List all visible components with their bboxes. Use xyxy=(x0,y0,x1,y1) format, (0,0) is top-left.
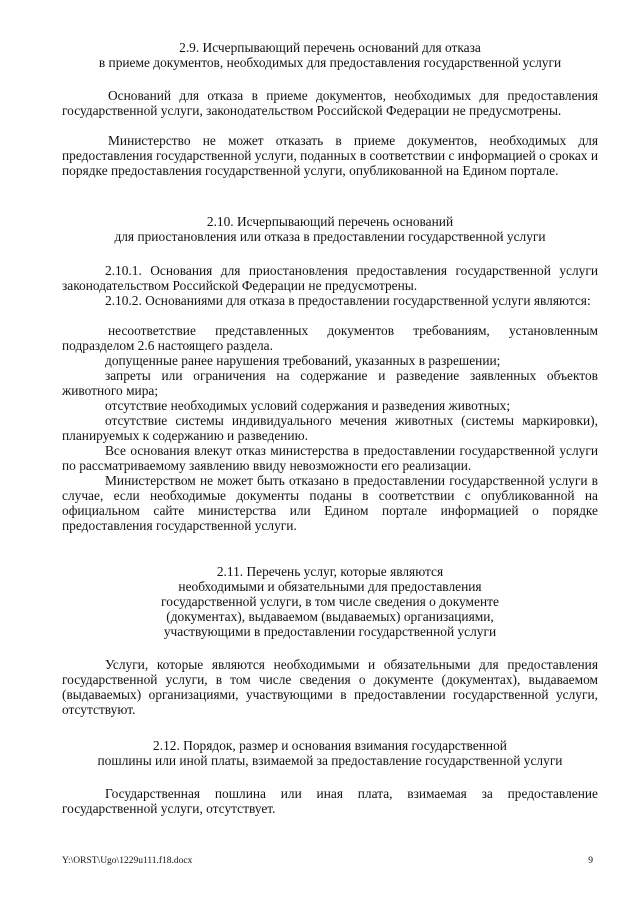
section-2-11-title xyxy=(62,564,598,639)
paragraph: запреты или ограничения на содержание и разведение заявленных объектов животного мира; xyxy=(62,368,598,398)
paragraph: Услуги, которые являются необходимыми и обязательными для предоставления государственной услуги, в том числе сведения о документе (документах), выдаваемом (выдаваемых) организациями, участвующими в предоставлении государственной услуги, отсутствуют. xyxy=(62,657,598,717)
section-2-12-title xyxy=(62,738,598,768)
section-title-line: 2.11. Перечень услуг, которые являются xyxy=(216,564,444,579)
paragraph: несоответствие представленных документов требованиям, установленным подразделом 2.6 настоящего раздела. xyxy=(62,323,598,353)
section-title-line: участвующими в предоставлении государственной услуги xyxy=(163,624,497,639)
paragraph: Государственная пошлина или иная плата, взимаемая за предоставление государственной услуги, отсутствует. xyxy=(62,786,598,816)
page-number: 9 xyxy=(588,856,593,866)
paragraph: Министерством не может быть отказано в предоставлении государственной услуги в случае, если необходимые документы поданы в соответствии с опубликованной на официальном сайте министерства или Едином портале информацией о порядке предоставления государственной услуги. xyxy=(62,473,598,533)
section-title-line: (документах), выдаваемом (выдаваемых) организациями, xyxy=(166,609,494,624)
paragraph: Все основания влекут отказ министерства в предоставлении государственной услуги по рассматриваемому заявлению ввиду невозможности его реализации. xyxy=(62,443,598,473)
paragraph: 2.10.1. Основания для приостановления предоставления государственной услуги законодательством Российской Федерации не предусмотрены. xyxy=(62,263,598,293)
section-title-line: государственной услуги, в том числе сведения о документе xyxy=(161,594,499,609)
section-2-9-title xyxy=(62,40,598,70)
paragraph: Оснований для отказа в приеме документов, необходимых для предоставления государственной услуги, законодательством Российской Федерации не предусмотрены. xyxy=(62,88,598,118)
paragraph: отсутствие необходимых условий содержания и разведения животных; xyxy=(105,398,511,413)
paragraph: Министерство не может отказать в приеме документов, необходимых для предоставления государственной услуги, поданных в соответствии с информацией о сроках и порядке предоставления государственной услуги, опубликованной на Едином портале. xyxy=(62,133,598,178)
paragraph: отсутствие системы индивидуального мечения животных (системы маркировки), планируемых к содержанию и разведению. xyxy=(62,413,598,443)
section-title-line: необходимыми и обязательными для предоставления xyxy=(178,579,482,594)
paragraph: 2.10.2. Основаниями для отказа в предоставлении государственной услуги являются: xyxy=(105,293,591,308)
footer-file-path: Y:\ORST\Ugo\1229u111.f18.docx xyxy=(62,856,193,866)
section-title-line: 2.12. Порядок, размер и основания взимания государственной xyxy=(153,738,507,753)
section-title-line: в приеме документов, необходимых для предоставления государственной услуги xyxy=(98,55,562,70)
section-title-line: 2.9. Исчерпывающий перечень оснований для отказа xyxy=(179,40,481,55)
section-title-line: 2.10. Исчерпывающий перечень оснований xyxy=(206,214,454,229)
paragraph: допущенные ранее нарушения требований, указанных в разрешении; xyxy=(105,353,501,368)
section-title-line: пошлины или иной платы, взимаемой за предоставление государственной услуги xyxy=(97,753,563,768)
section-2-10-title xyxy=(62,214,598,244)
section-title-line: для приостановления или отказа в предоставлении государственной услуги xyxy=(114,229,546,244)
